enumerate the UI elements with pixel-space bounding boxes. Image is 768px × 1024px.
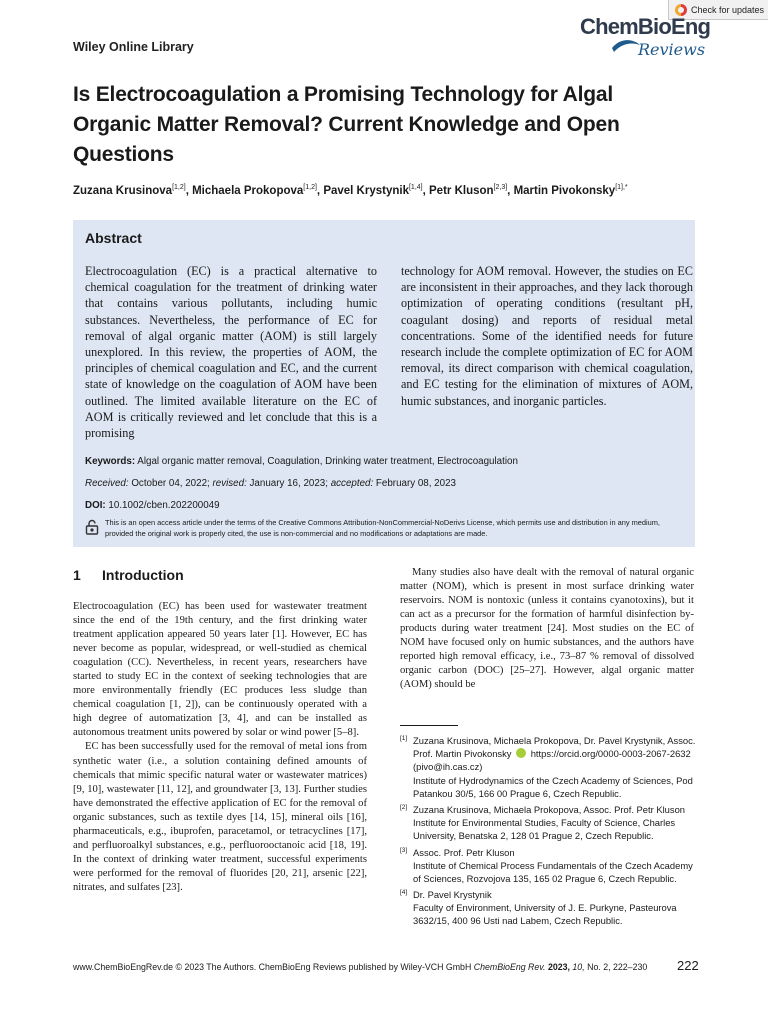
open-access-icon — [85, 519, 99, 535]
body-column-right — [400, 566, 694, 692]
revised-label: revised: — [212, 478, 247, 489]
doi-line — [85, 500, 685, 511]
body-paragraph: EC has been successfully used for the removal of metal ions from synthetic water (i.e., a solution containing defined amounts of chemicals that mimic specific natural water or wastewater matrices) [9, 10], wastewater [11, 12], and groundwater [3, 13]. Further studies have demonstrated the effective application of EC for the removal of organic substances, such as textile dyes [14, 15], mineral oils [16], pharmaceuticals, e.g., ibuprofen, paracetamol, or tetracyclines [17], and perfluoroalkyl substances, e.g., perfluorooctanoic acid [18, 19]. In the context of drinking water treatment, successful experiments were performed for the removal of fluorides [20, 21], arsenic [22], nitrates, and sulfates [23]. — [73, 741, 367, 893]
keywords-line — [85, 456, 685, 467]
revised-value: January 16, 2023; — [249, 478, 328, 489]
author-name: Pavel Krystynik — [323, 185, 409, 197]
footnote-line — [413, 747, 696, 760]
author-name: Michaela Prokopova — [192, 185, 304, 197]
keywords-value: Algal organic matter removal, Coagulation, Drinking water treatment, Electrocoagulation — [137, 456, 518, 467]
footnote-line: Dr. Pavel Krystynik — [413, 889, 492, 900]
author-list: Zuzana Krusinova[1,2], Michaela Prokopova[1,2], Pavel Krystynik[1,4], Petr Kluson[2,3], Martin Pivokonsky$^{[1],*}$ — [73, 184, 628, 197]
footnote-author: Prof. Martin Pivokonsky — [413, 748, 512, 760]
affiliation-footnote — [400, 803, 696, 843]
affiliation-footnote — [400, 734, 696, 800]
section-number: 1 — [73, 567, 81, 583]
author-name: Martin Pivokonsky — [513, 185, 616, 197]
doi-link[interactable]: 10.1002/cben.202200049 — [108, 500, 220, 511]
footnote-line: Zuzana Krusinova, Michaela Prokopova, Assoc. Prof. Petr Kluson — [413, 804, 686, 815]
received-value: October 04, 2022; — [131, 478, 210, 489]
footnote-mark: [4] — [400, 889, 408, 896]
author-affiliation: [1],* — [615, 184, 628, 191]
orcid-icon[interactable] — [516, 748, 526, 758]
article-title: Is Electrocoagulation a Promising Technology for Algal Organic Matter Removal? Current Knowledge and Open Questions — [73, 83, 620, 166]
footer-volume: 10, — [572, 962, 585, 972]
body-paragraph: Electrocoagulation (EC) has been used for wastewater treatment since the end of the 19th century, and the first drinking water treatment application appeared 50 years later [1]. However, EC has never become as popular, widespread, or well-studied as chemical coagulation (CC). Nevertheless, in recent years, researchers have started to study EC in the context of seeking technologies that are more environmentally friendly (EC produces less sludge than chemical coagulation [1, 2]), can be continuously operated with a high degree of automatization [3, 4], and can be installed as autonomous treatment units powered by solar or wind power [5–8]. — [73, 601, 367, 739]
footnote-line: Institute of Chemical Process Fundamentals of the Czech Academy of Sciences, Rozvojova 135, 165 02 Prague 6, Czech Republic. — [413, 860, 693, 885]
footnote-mark: [3] — [400, 847, 408, 854]
author-affiliation: [1,2] — [303, 184, 317, 191]
author-name: Petr Kluson — [429, 185, 494, 197]
footnote-email[interactable]: (pivo@ih.cas.cz) — [413, 761, 483, 773]
author-name: Zuzana Krusinova — [73, 185, 173, 197]
footer-site-link[interactable]: www.ChemBioEngRev.de — [73, 962, 174, 972]
footnote-mark: [2] — [400, 804, 408, 811]
section-title: Introduction — [102, 567, 184, 583]
footnote-divider — [400, 725, 458, 726]
footnote-line: Zuzana Krusinova, Michaela Prokopova, Dr. Pavel Krystynik, Assoc. — [413, 735, 696, 746]
journal-logo-sub: Reviews — [638, 40, 706, 59]
footer-journal: ChemBioEng Rev. — [473, 962, 546, 972]
footnote-line: Assoc. Prof. Petr Kluson — [413, 847, 515, 858]
section-heading — [73, 567, 184, 583]
publisher-label: Wiley Online Library — [73, 40, 194, 54]
footnote-mark: [1] — [400, 735, 408, 742]
body-column-left — [73, 600, 367, 895]
accepted-value: February 08, 2023 — [375, 478, 456, 489]
affiliation-footnote — [400, 846, 696, 886]
orcid-link[interactable]: https://orcid.org/0000-0003-2067-2632 — [530, 748, 691, 760]
accepted-label: accepted: — [330, 478, 374, 489]
footnote-line: Institute of Hydrodynamics of the Czech Academy of Sciences, Pod Patankou 30/5, 166 00 Prague 6, Czech Republic. — [413, 774, 693, 799]
author-affiliation: [1,2] — [172, 184, 186, 191]
page-footer — [73, 962, 647, 972]
dates-line — [85, 478, 685, 489]
footnote-line: Institute for Environmental Studies, Faculty of Science, Charles University, Benatska 2, 128 01 Prague 2, Czech Republic. — [413, 817, 676, 842]
footnote-line: Faculty of Environment, University of J. E. Purkyne, Pasteurova 3632/15, 400 96 Usti nad Labem, Czech Republic. — [413, 902, 677, 927]
footer-copyright: © 2023 The Authors. ChemBioEng Reviews published by Wiley-VCH GmbH — [175, 962, 472, 972]
footer-issue-pages: No. 2, 222–230 — [587, 962, 648, 972]
page-number: 222 — [677, 958, 699, 973]
abstract-box — [73, 220, 695, 547]
check-for-updates-label: Check for updates — [691, 4, 765, 15]
author-affiliation: [2,3] — [493, 184, 508, 191]
license-notice: This is an open access article under the terms of the Creative Commons Attribution-NonCommercial-NoDerivs License, which permits use and distribution in any medium, provided the original work is properly cited, the use is non-commercial and no modifications or adaptations are made. — [105, 518, 660, 538]
abstract-heading: Abstract — [85, 230, 142, 246]
journal-logo-main: ChemBioEng — [580, 14, 711, 39]
abstract-text-right: technology for AOM removal. However, the studies on EC are inconsistent in their approaches, and they lack thorough optimization of operating conditions (resultant pH, coagulant dosing) and reports of residual metal concentrations. Some of the identified needs for future research include the complete optimization of EC for AOM removal, its direct comparison with chemical coagulation, and EC testing for the elimination of mixtures of AOM, humic substances, and inorganic particles. — [401, 264, 693, 408]
abstract-text-left: Electrocoagulation (EC) is a practical alternative to chemical coagulation for the treatment of drinking water that contains various pollutants, including humic substances. Nevertheless, the performance of EC for removal of algal organic matter (AOM) is still largely unexplored. In this review, the properties of AOM, the principles of chemical coagulation and EC, and the current state of knowledge on the coagulation of AOM have been outlined. The limited available literature on the EC of AOM is critically reviewed and let conclude that this is a promising — [85, 264, 377, 441]
affiliation-footnote — [400, 888, 696, 928]
journal-logo — [580, 10, 711, 64]
keywords-label: Keywords: — [85, 456, 136, 467]
body-paragraph: Many studies also have dealt with the removal of natural organic matter (NOM), which is present in most surface drinking water reservoirs. NOM is nontoxic (unless it contains cyanotoxins), but it can act as a precursor for the formation of harmful disinfection by-products during water treatment [24]. Most studies on the EC of NOM have focused only on humic substances, and the authors have reported high removal efficacy, i.e., 73–87 % removal of dissolved organic carbon (DOC) [25–27]. However, algal organic matter (AOM) should be — [400, 567, 694, 691]
doi-label: DOI: — [85, 500, 106, 511]
received-label: Received: — [85, 478, 129, 489]
footer-year: 2023, — [547, 962, 570, 972]
author-affiliation: [1,4] — [408, 184, 423, 191]
